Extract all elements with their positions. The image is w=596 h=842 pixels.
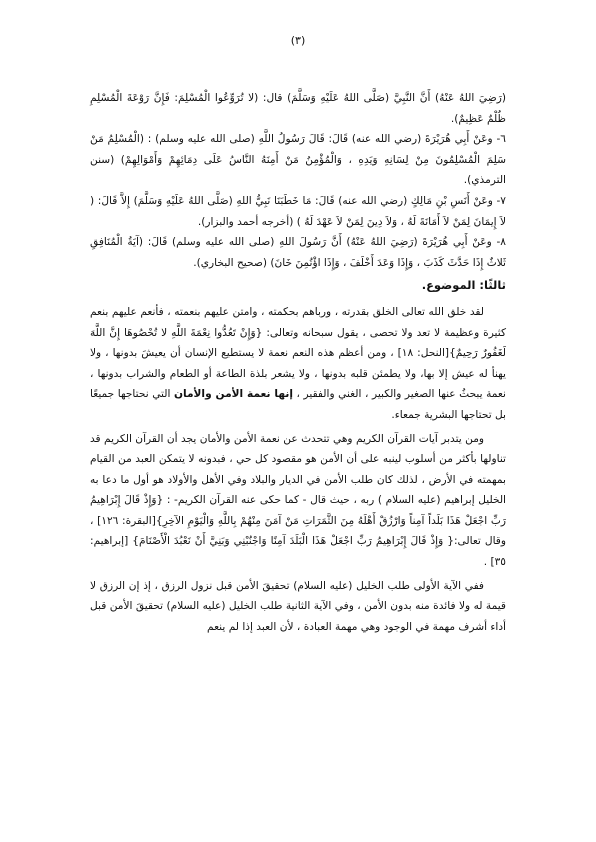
paragraph-1-after: التي نحتاجها جميعًا بل تحتاجها البشرية جمعاء. — [90, 388, 506, 421]
paragraph-1-text: لقد خلق الله تعالى الخلق بقدرته ، ورباهم بحكمته ، وامتن عليهم بنعمته ، فأنعم عليهم بنعم كثيرة وعظيمة لا تعد ولا تحصى ، يقول سبحانه وتعالى: {وَإِنْ تَعُدُّوا نِعْمَةَ اللَّهِ لا تُحْصُوهَا إِنَّ اللَّهَ لَغَفُورٌ رَحِيمٌ}[النحل: ١٨] ، ومن أعظم هذه النعم نعمة لا يستطيع الإنسان أن يعيشَ بدونها ، ولا يهنأ له عيش إلا بها، ولا يطمئن قلبه بدونها ، ولا يشعر بلذة الطاعة أو الطعام والشراب بدونها ، نعمة يبحثُ عنها الصغير والكبير ، الغني والفقير ، — [90, 305, 507, 401]
hadith-7: ٧- وعَنْ أَنَسِ بْنِ مَالِكٍ (رضي الله عنه) قَالَ: مَا خَطَبَنَا نَبِيُّ اللهِ (صَلَّى اللهُ عَلَيْهِ وَسَلَّمَ) إِلاَّ قَالَ: ( لاَ إِيمَانَ لِمَنْ لاَ أَمَانَةَ لَهُ ، وَلاَ دِينَ لِمَنْ لاَ عَهْدَ لَهُ ) (أخرجه أحمد والبزار). — [90, 194, 506, 228]
hadith-6: ٦- وعَنْ أَبِي هُرَيْرَةَ (رضي الله عنه) قَالَ: قَالَ رَسُولُ اللَّهِ (صلى الله عليه وسلم) : (الْمُسْلِمُ مَنْ سَلِمَ الْمُسْلِمُونَ مِنْ لِسَانِهِ وَيَدِهِ ، وَالْمُؤْمِنُ مَنْ أَمِنَهُ النَّاسُ عَلَى دِمَائِهِمْ وَأَمْوَالِهِمْ) (سنن الترمذي). — [90, 133, 506, 187]
paragraph-1 — [90, 302, 506, 426]
hadith-8: ٨- وعَنْ أَبِي هُرَيْرَةَ (رَضِيَ اللهُ عَنْهُ) أَنَّ رَسُولَ اللهِ (صلى الله عليه وسلم) قَالَ: (آيَةُ الْمُنَافِقِ ثَلاثٌ إِذَا حَدَّثَ كَذَبَ ، وَإِذَا وَعَدَ أَخْلَفَ ، وَإِذَا اؤْتُمِنَ خَانَ) (صحيح البخاري). — [90, 236, 506, 269]
paragraph-3: ففي الآية الأولى طلب الخليل (عليه السلام) تحقيقَ الأمن قبل نزول الرزق ، إذ إن الرزق لا قيمة له ولا فائدة منه بدون الأمن ، وفي الآية الثانية طلب الخليل (عليه السلام) تحقيقَ الأمن قبل أداء أشرف مهمة في الوجود وهي مهمة العبادة ، لأن العبد إذا لم ينعم — [90, 579, 506, 633]
paragraph-1-emphasis: إنها نعمة الأمن والأمان — [173, 388, 293, 401]
section-heading: ثالثًا: الموضوع. — [421, 278, 506, 293]
page-number: (٣) — [290, 34, 306, 47]
paragraph-2: ومن يتدبر آيات القرآن الكريم وهي تتحدث عن نعمة الأمن والأمان يجد أن القرآن الكريم قد تناولها بأكثر من أسلوب لينبه على أن الأمن هو مقصود كل حي ، فبدونه لا يتمكن العبد من القيام بمهمته في الأرض ، لذلك كان طلب الأمن في الديار والبلاد وفي الأهل والأولاد هو أول ما دعا به الخليل إبراهيم (عليه السلام ) ربه ، حيث قال - كما حكى عنه القرآن الكريم- : {وَإِذْ قَالَ إِبْرَاهِيمُ رَبِّ اجْعَلْ هَذَا بَلَداً آمِناً وَارْزُقْ أَهْلَهُ مِنَ الثَّمَرَاتِ مَنْ آمَنَ مِنْهُمْ بِاللَّهِ وَالْيَوْمِ الآخِرِ}[البقرة: ١٢٦] ، وقال تعالى:{ وَإِذْ قَالَ إِبْرَاهِيمُ رَبِّ اجْعَلْ هَذَا الْبَلَدَ آمِنًا وَاجْنُبْنِي وَبَنِيَّ أَنْ نَعْبُدَ الْأَصْنَامَ} [إبراهيم: ٣٥] . — [90, 432, 506, 569]
document-page — [90, 32, 506, 640]
hadith-continuation: (رَضِيَ اللهُ عَنْهُ) أَنَّ النَّبِيَّ (صَلَّى اللهُ عَلَيْهِ وَسَلَّمَ) قال: (لا تُرَوِّعُوا الْمُسْلِمَ: فَإِنَّ رَوْعَةَ الْمُسْلِمِ ظُلْمٌ عَظِيمٌ). — [90, 92, 506, 125]
